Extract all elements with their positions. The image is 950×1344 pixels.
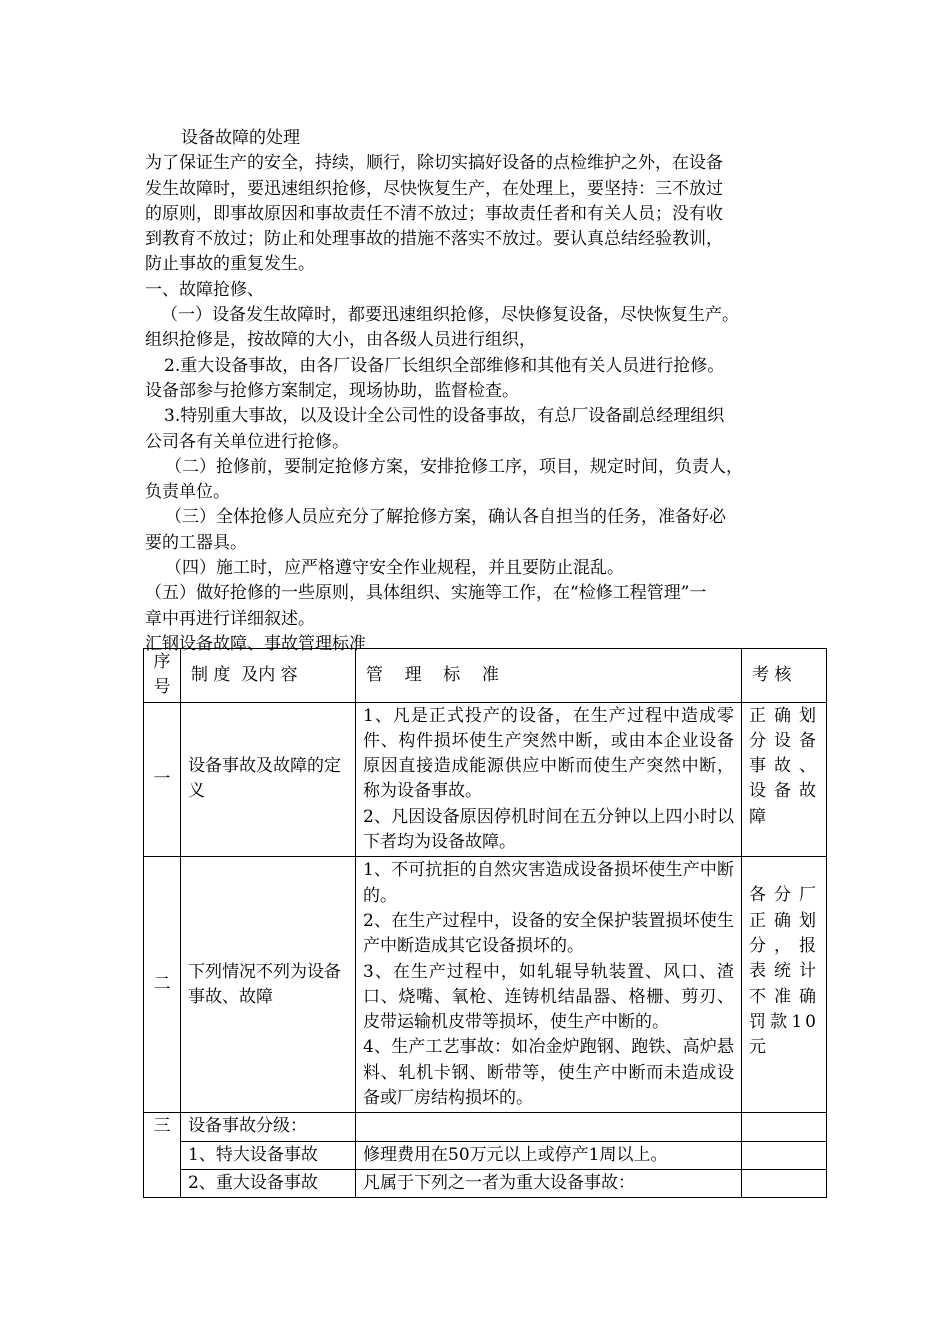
header-seq: 序号 — [144, 649, 181, 703]
standards-table — [143, 648, 827, 1198]
table-header-row — [144, 649, 827, 703]
intro-line: 防止事故的重复发生。 — [145, 254, 315, 275]
standard-item: 1、不可抗拒的自然灾害造成设备损坏使生产中断的。 — [363, 860, 734, 906]
row-assess — [742, 1169, 827, 1197]
paragraph-line: 设备部参与抢修方案制定，现场协助，监督检查。 — [145, 380, 519, 401]
row-assess — [742, 1141, 827, 1169]
row-standard: 修理费用在50万元以上或停产1周以上。 — [356, 1141, 742, 1169]
standard-item: 3、在生产过程中，如轧辊导轨装置、风口、渣口、烧嘴、氧枪、连铸机结晶器、格栅、剪刃、皮带运输机皮带等损坏，使生产中断的。 — [363, 961, 734, 1033]
paragraph-line: （一）设备发生故障时，都要迅速组织抢修，尽快修复设备，尽快恢复生产。 — [161, 305, 739, 326]
row-system: 2、重大设备事故 — [181, 1169, 356, 1197]
row-seq: 二 — [144, 857, 181, 1113]
row-system: 1、特大设备事故 — [181, 1141, 356, 1169]
document-body — [145, 126, 825, 657]
row-assess: 各分厂正确划分，报表统计不准确罚款10元 — [742, 857, 827, 1113]
section-heading: 一、故障抢修、 — [145, 279, 264, 300]
row-assess: 正确划分设备事故、设备故障 — [742, 702, 827, 857]
standard-item: 4、生产工艺事故：如冶金炉跑钢、跑铁、高炉悬料、轧机卡钢、断带等，使生产中断而未造成设备或厂房结构损坏的。 — [363, 1037, 734, 1109]
intro-line: 的原则，即事故原因和事故责任不清不放过；事故责任者和有关人员；没有收 — [145, 203, 723, 224]
row-standard — [356, 702, 742, 857]
standard-item: 1、凡是正式投产的设备，在生产过程中造成零件、构件损坏使生产突然中断，或由本企业设备原因直接造成能源供应中断而使生产突然中断，称为设备事故。 — [363, 705, 734, 802]
table-caption: 汇钢设备故障、事故管理标准 — [145, 633, 366, 654]
row-seq: 一 — [144, 702, 181, 857]
paragraph-line: （五）做好抢修的一些原则，具体组织、实施等工作，在“检修工程管理”一 — [145, 583, 707, 604]
standard-item: 2、凡因设备原因停机时间在五分钟以上四小时以下者均为设备故障。 — [363, 806, 734, 853]
paragraph-line: （二）抢修前，要制定抢修方案，安排抢修工序，项目，规定时间，负责人， — [165, 456, 743, 477]
paragraph-line: （四）施工时，应严格遵守安全作业规程，并且要防止混乱。 — [165, 558, 624, 579]
intro-line: 到教育不放过；防止和处理事故的措施不落实不放过。要认真总结经验教训， — [145, 229, 723, 250]
paragraph-line: 要的工器具。 — [145, 532, 247, 553]
paragraph-line: 负责单位。 — [145, 482, 230, 503]
header-standard: 管 理 标 准 — [356, 649, 742, 703]
row-standard — [356, 1113, 742, 1141]
table-row — [144, 1113, 827, 1141]
table-row — [144, 1141, 827, 1169]
row-seq: 三 — [144, 1113, 181, 1198]
table-row — [144, 1169, 827, 1197]
intro-line: 发生故障时，要迅速组织抢修，尽快恢复生产，在处理上，要坚持：三不放过 — [145, 178, 723, 199]
row-standard: 凡属于下列之一者为重大设备事故： — [356, 1169, 742, 1197]
table-row — [144, 857, 827, 1113]
row-standard — [356, 857, 742, 1113]
paragraph-line: （三）全体抢修人员应充分了解抢修方案，确认各自担当的任务，准备好必 — [165, 507, 726, 528]
row-system: 设备事故及故障的定义 — [181, 702, 356, 857]
standard-item: 2、在生产过程中，设备的安全保护装置损坏使生产中断造成其它设备损坏的。 — [363, 910, 734, 957]
table-row — [144, 702, 827, 857]
header-assess: 考 核 — [742, 649, 827, 703]
paragraph-line: 公司各有关单位进行抢修。 — [145, 431, 349, 452]
intro-line: 为了保证生产的安全，持续，顺行，除切实搞好设备的点检维护之外，在设备 — [145, 153, 723, 174]
paragraph-line: 2.重大设备事故，由各厂设备厂长组织全部维修和其他有关人员进行抢修。 — [164, 355, 725, 376]
row-system: 设备事故分级： — [181, 1113, 356, 1141]
document-title: 设备故障的处理 — [181, 128, 300, 148]
paragraph-line: 章中再进行详细叙述。 — [145, 608, 315, 629]
paragraph-line: 3.特别重大事故，以及设计全公司性的设备事故，有总厂设备副总经理组织 — [164, 406, 725, 427]
row-system: 下列情况不列为设备事故、故障 — [181, 857, 356, 1113]
header-system: 制 度 及内 容 — [181, 649, 356, 703]
paragraph-line: 组织抢修是，按故障的大小，由各级人员进行组织， — [145, 330, 536, 351]
row-assess — [742, 1113, 827, 1141]
